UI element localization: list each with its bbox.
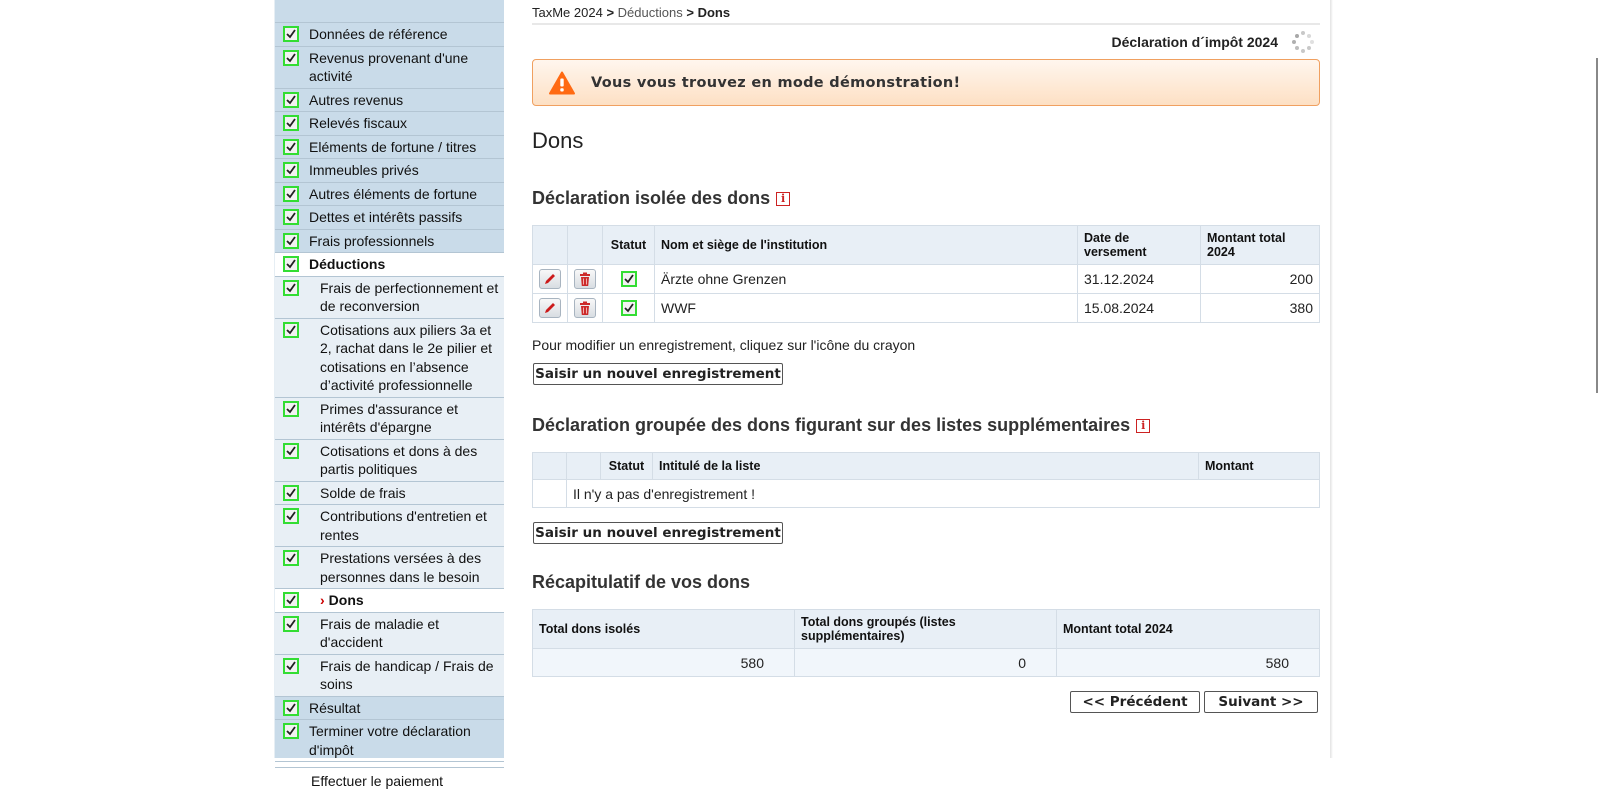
column-header-status: Statut [603,226,655,265]
sidebar-item[interactable] [275,720,504,762]
sidebar-item[interactable] [275,482,504,506]
sidebar-item-label: Déductions [309,256,386,272]
sidebar-item[interactable] [275,47,504,89]
column-header-total-isolated: Total dons isolés [533,610,795,649]
grouped-donations-heading [532,415,1320,436]
sidebar-item[interactable] [275,655,504,697]
completed-check-icon [283,162,299,178]
status-cell [603,265,655,294]
completed-check-icon [283,723,299,739]
table-header-row [533,610,1320,649]
grouped-donations-title: Déclaration groupée des dons figurant sur des listes supplémentaires [532,415,1131,435]
next-button[interactable]: Suivant >> [1204,691,1318,713]
sidebar-item-label: Frais professionnels [309,232,435,249]
summary-heading: Récapitulatif de vos dons [532,572,751,592]
previous-button[interactable]: << Précédent [1070,691,1200,713]
sidebar-item-label: Cotisations et dons à des partis politiques [320,442,478,477]
title-bar [532,25,1320,59]
delete-button[interactable] [574,269,596,289]
pencil-icon [543,272,557,286]
sidebar-item[interactable] [275,589,504,613]
column-header-delete [568,226,603,265]
demo-mode-text: Vous vous trouvez en mode démonstration! [591,74,961,91]
sidebar-item-label: Frais de maladie et d'accident [320,615,440,650]
demo-mode-banner [532,59,1320,106]
date-cell: 15.08.2024 [1078,294,1201,323]
sidebar-item-label: Frais de handicap / Frais de soins [320,657,494,692]
sidebar-item-cut[interactable]: Effectuer le paiement [311,773,444,789]
sidebar-item-label: Solde de frais [320,484,406,501]
current-page-chevron-icon: › [320,592,325,608]
completed-check-icon [283,139,299,155]
column-header-date: Date de versement [1078,226,1201,265]
breadcrumb-separator: > [606,5,615,20]
edit-button[interactable] [539,298,561,318]
loading-spinner-icon [1292,31,1314,53]
status-check-icon [621,300,637,316]
sidebar-item-label: Résultat [309,699,361,716]
breadcrumb-current: Dons [697,5,731,20]
completed-check-icon [283,26,299,42]
status-cell [603,294,655,323]
sidebar-item-label: Relevés fiscaux [309,115,408,131]
sidebar-item-label: Revenus provenant d'une activité [309,49,469,84]
sidebar-item[interactable] [275,159,504,183]
sidebar-item[interactable] [275,253,504,277]
completed-check-icon [283,485,299,501]
delete-cell [568,294,603,323]
breadcrumb-separator: > [686,5,694,20]
page-scrollbar[interactable] [1596,58,1598,393]
column-header-total-amount: Montant total 2024 [1057,610,1320,649]
sidebar-nav [274,0,504,789]
sidebar-item-label: Données de référence [309,26,448,42]
completed-check-icon [283,550,299,566]
completed-check-icon [283,322,299,338]
sidebar-item-label: Autres revenus [309,91,404,108]
sidebar-item-label: Eléments de fortune / titres [309,138,477,155]
table-row [533,294,1320,323]
pencil-icon [543,301,557,315]
column-header-edit [533,226,568,265]
sidebar-item[interactable] [275,183,504,207]
column-header-edit [533,453,567,480]
new-isolated-record-button[interactable]: Saisir un nouvel enregistrement [533,363,783,385]
sidebar-item[interactable] [275,697,504,721]
grouped-donations-table [532,452,1320,508]
sidebar-item[interactable] [275,89,504,113]
trash-icon [578,301,592,316]
sidebar-list [275,23,504,762]
isolated-donations-title: Déclaration isolée des dons [532,188,771,208]
warning-icon [549,71,575,95]
column-header-list-title: Intitulé de la liste [653,453,1199,480]
status-check-icon [621,271,637,287]
column-header-total-grouped: Total dons groupés (listes supplémentaires) [795,610,1057,649]
sidebar-item-label: Frais de perfectionnement et de reconversion [320,279,499,314]
amount-cell: 380 [1201,294,1320,323]
column-header-institution: Nom et siège de l'institution [655,226,1078,265]
completed-check-icon [283,508,299,524]
sidebar-item-label: Immeubles privés [309,162,419,178]
sidebar-item[interactable] [275,613,504,655]
edit-button[interactable] [539,269,561,289]
breadcrumb [532,0,1320,25]
page-title: Dons [532,128,584,153]
empty-cell [533,480,567,508]
total-amount-value: 580 [1057,649,1320,677]
sidebar-item[interactable] [275,398,504,440]
sidebar-item[interactable] [275,136,504,160]
navigation-buttons [532,691,1320,713]
summary-table [532,609,1320,677]
column-header-amount: Montant total 2024 [1201,226,1320,265]
completed-check-icon [283,256,299,272]
sidebar-item[interactable] [275,277,504,319]
sidebar-item[interactable] [275,206,504,230]
sidebar-item[interactable] [275,23,504,47]
sidebar-item-label: Autres éléments de fortune [309,185,478,202]
amount-cell: 200 [1201,265,1320,294]
sidebar-item[interactable] [275,547,504,589]
completed-check-icon [283,658,299,674]
isolated-donations-table [532,225,1320,323]
completed-check-icon [283,115,299,131]
column-header-amount: Montant [1199,453,1320,480]
completed-check-icon [283,280,299,296]
institution-cell: Ärzte ohne Grenzen [655,265,1078,294]
column-header-status: Statut [601,453,653,480]
completed-check-icon [283,50,299,66]
declaration-title: Déclaration d´impôt 2024 [1111,34,1278,50]
table-header-row [533,226,1320,265]
sidebar-item[interactable] [275,319,504,398]
sidebar-item[interactable] [275,112,504,136]
sidebar-item[interactable] [275,230,504,254]
new-grouped-record-button[interactable]: Saisir un nouvel enregistrement [533,522,783,544]
trash-icon [578,272,592,287]
table-header-row [533,453,1320,480]
sidebar-item[interactable] [275,505,504,547]
institution-cell: WWF [655,294,1078,323]
sidebar-item[interactable] [275,440,504,482]
column-header-delete [567,453,601,480]
date-cell: 31.12.2024 [1078,265,1201,294]
delete-button[interactable] [574,298,596,318]
total-isolated-value: 580 [533,649,795,677]
completed-check-icon [283,592,299,608]
edit-cell [533,265,568,294]
sidebar-item-label: Terminer votre déclaration d'impôt [309,723,471,758]
info-icon[interactable]: i [776,192,790,206]
completed-check-icon [283,233,299,249]
sidebar-header [275,0,504,23]
sidebar-item-label: Contributions d'entretien et rentes [320,508,487,543]
breadcrumb-deductions[interactable]: Déductions [617,5,683,20]
completed-check-icon [283,616,299,632]
isolated-donations-heading [532,188,1320,209]
completed-check-icon [283,209,299,225]
info-icon[interactable]: i [1136,419,1150,433]
edit-hint: Pour modifier un enregistrement, cliquez sur l'icône du crayon [532,337,916,353]
completed-check-icon [283,186,299,202]
breadcrumb-root[interactable]: TaxMe 2024 [532,5,603,20]
completed-check-icon [283,700,299,716]
content-edge-shadow [1330,0,1333,758]
summary-row [533,649,1320,677]
empty-message: Il n'y a pas d'enregistrement ! [567,480,1320,508]
table-row-empty [533,480,1320,508]
table-row [533,265,1320,294]
main-content [532,0,1320,713]
sidebar-item-label: Dons [328,592,364,608]
sidebar-item-label: Dettes et intérêts passifs [309,209,463,225]
completed-check-icon [283,92,299,108]
sidebar-item-label: Prestations versées à des personnes dans le besoin [320,550,482,585]
total-grouped-value: 0 [795,649,1057,677]
sidebar-item-label: Primes d'assurance et intérêts d'épargne [320,400,459,435]
completed-check-icon [283,401,299,417]
delete-cell [568,265,603,294]
sidebar-item-label: Cotisations aux piliers 3a et 2, rachat dans le 2e pilier et cotisations en l’absence d’activité professionnelle [320,321,492,393]
completed-check-icon [283,443,299,459]
edit-cell [533,294,568,323]
